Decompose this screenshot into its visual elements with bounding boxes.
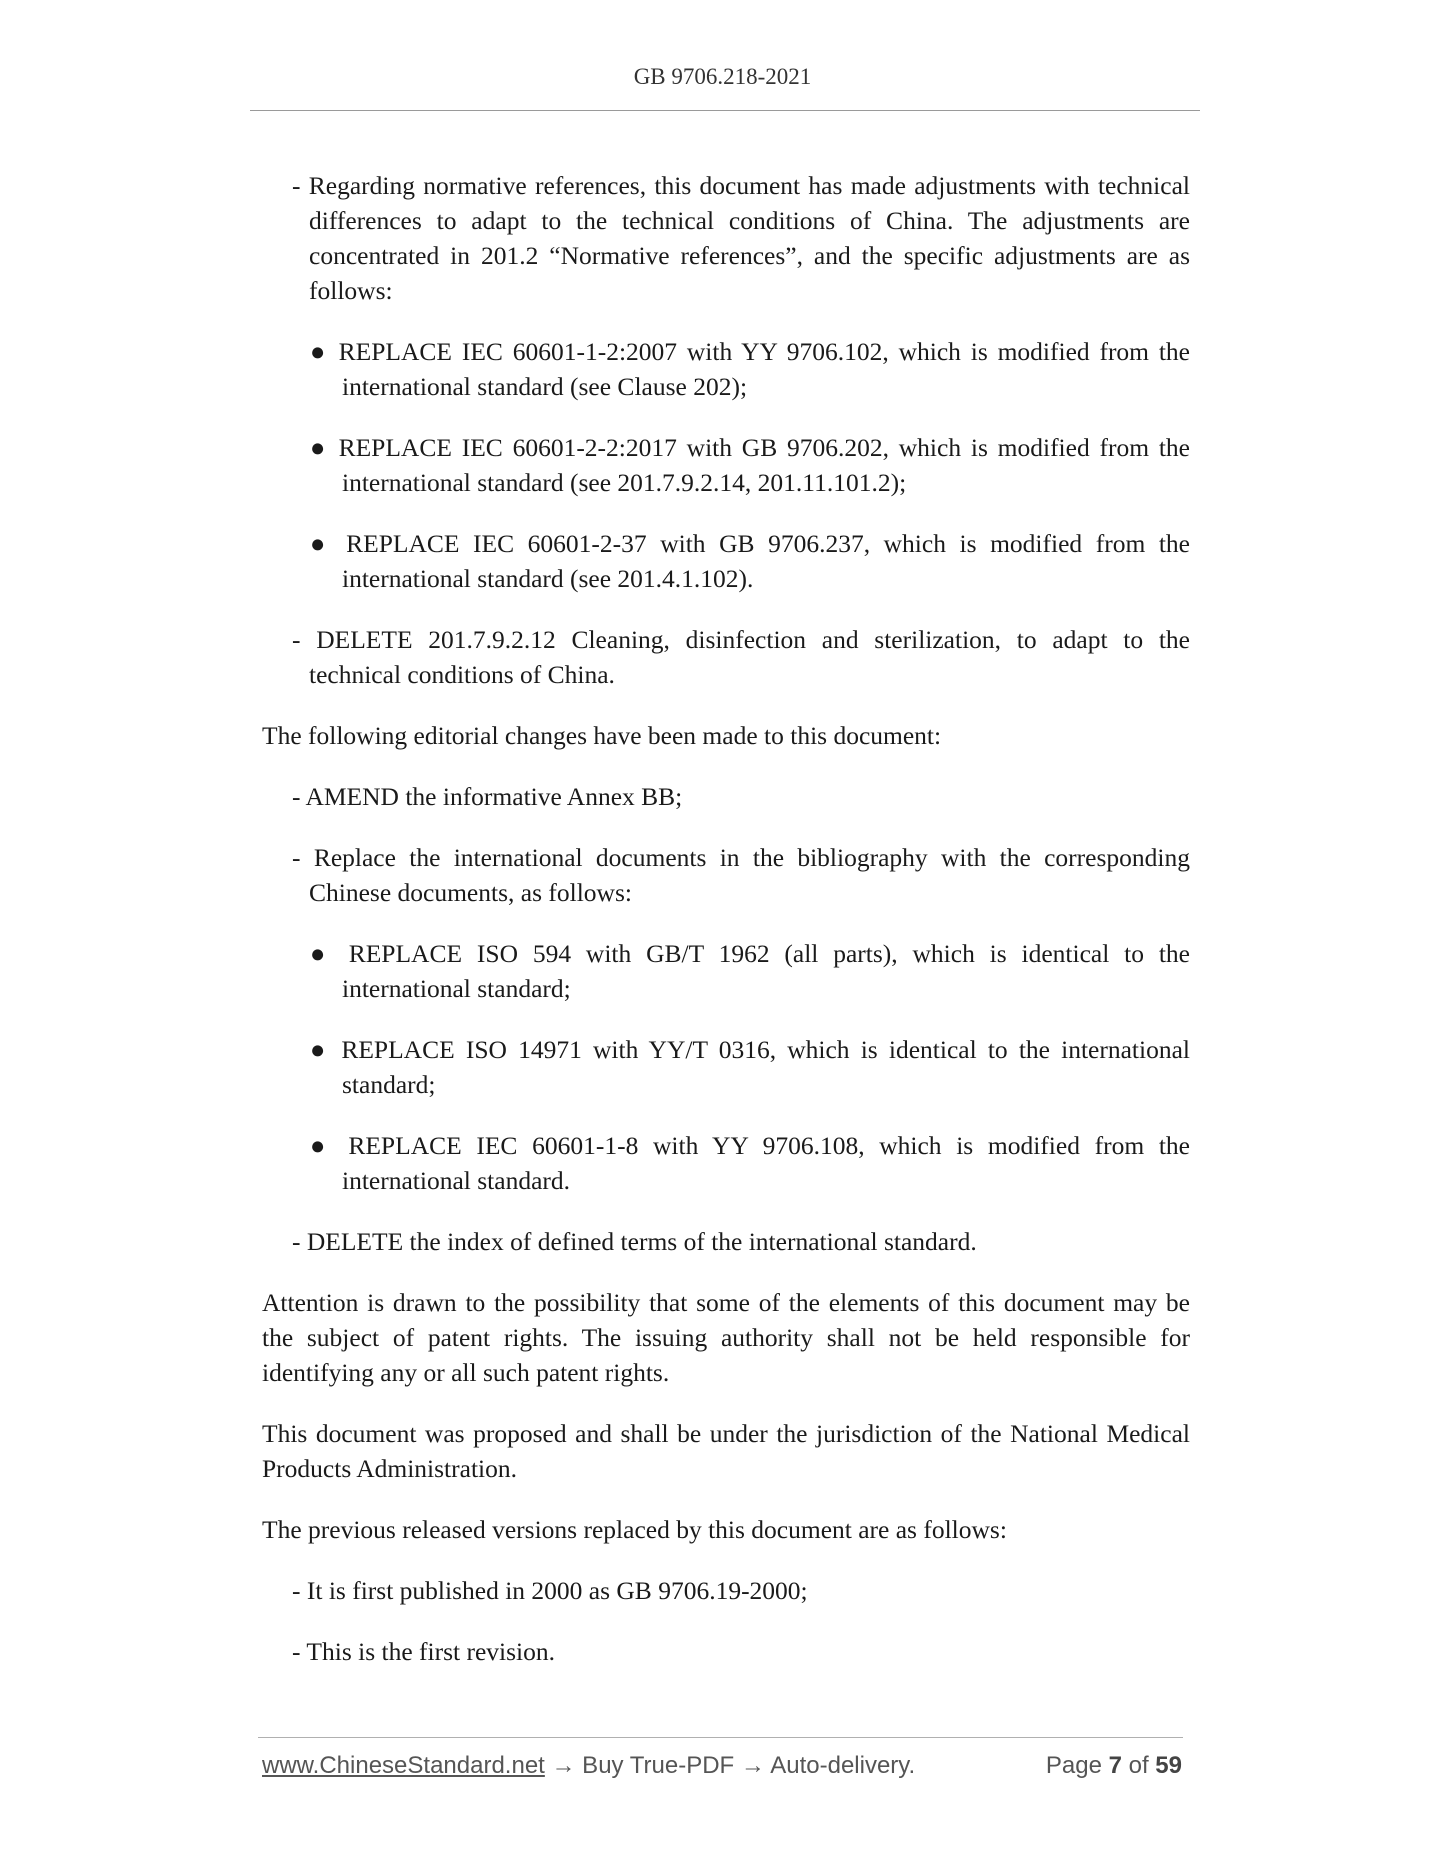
list-item-delete-index: - DELETE the index of defined terms of the international standard. — [292, 1226, 977, 1256]
page-indicator — [1046, 1752, 1182, 1780]
paragraph-patent-rights: Attention is drawn to the possibility that some of the elements of this document may be the subject of patent rights. The issuing authority shall not be held responsible for identifying any or all such patent rights. — [262, 1287, 1190, 1387]
list-item-replace-bibliography: - Replace the international documents in the bibliography with the corresponding Chinese documents, as follows: — [292, 842, 1190, 907]
list-item-normative-references: - Regarding normative references, this document has made adjustments with technical differences to adapt to the technical conditions of China. The adjustments are concentrated in 201.2 “Normative references”, and the specific adjustments are as follows: — [292, 170, 1190, 305]
bullet-item: ● REPLACE IEC 60601-2-2:2017 with GB 9706.202, which is modified from the international standard (see 201.7.9.2.14, 201.11.101.2); — [310, 432, 1190, 497]
paragraph-jurisdiction: This document was proposed and shall be under the jurisdiction of the National Medical Products Administration. — [262, 1418, 1190, 1483]
page-total: 59 — [1155, 1752, 1182, 1779]
bullet-item: ● REPLACE IEC 60601-1-2:2007 with YY 9706.102, which is modified from the international standard (see Clause 202); — [310, 336, 1190, 401]
footer-promo — [262, 1752, 915, 1780]
header-divider — [250, 110, 1200, 111]
document-body — [262, 142, 1190, 1694]
footer-promo-text: → Buy True-PDF → Auto-delivery. — [544, 1752, 916, 1779]
paragraph-editorial-changes: The following editorial changes have been made to this document: — [262, 720, 942, 750]
list-item-delete-cleaning: - DELETE 201.7.9.2.12 Cleaning, disinfection and sterilization, to adapt to the technical conditions of China. — [292, 624, 1190, 689]
paragraph-previous-versions: The previous released versions replaced by this document are as follows: — [262, 1514, 1007, 1544]
page-number: 7 — [1108, 1752, 1122, 1779]
bullet-item: ● REPLACE ISO 594 with GB/T 1962 (all parts), which is identical to the international standard; — [310, 938, 1190, 1003]
bullet-item: ● REPLACE IEC 60601-2-37 with GB 9706.237, which is modified from the international standard (see 201.4.1.102). — [310, 528, 1190, 593]
bullet-item: ● REPLACE ISO 14971 with YY/T 0316, which is identical to the international standard; — [310, 1034, 1190, 1099]
list-item-first-revision: - This is the first revision. — [292, 1636, 556, 1666]
list-item-amend-annex: - AMEND the informative Annex BB; — [292, 781, 683, 811]
footer-divider — [258, 1737, 1183, 1738]
of-label: of — [1121, 1752, 1156, 1779]
page-label: Page — [1045, 1752, 1109, 1779]
list-item-first-published: - It is first published in 2000 as GB 9706.19-2000; — [292, 1575, 808, 1605]
bullet-item: ● REPLACE IEC 60601-1-8 with YY 9706.108, which is modified from the international standard. — [310, 1130, 1190, 1195]
website-link[interactable]: www.ChineseStandard.net — [262, 1752, 545, 1779]
page-header-title: GB 9706.218-2021 — [633, 64, 812, 89]
